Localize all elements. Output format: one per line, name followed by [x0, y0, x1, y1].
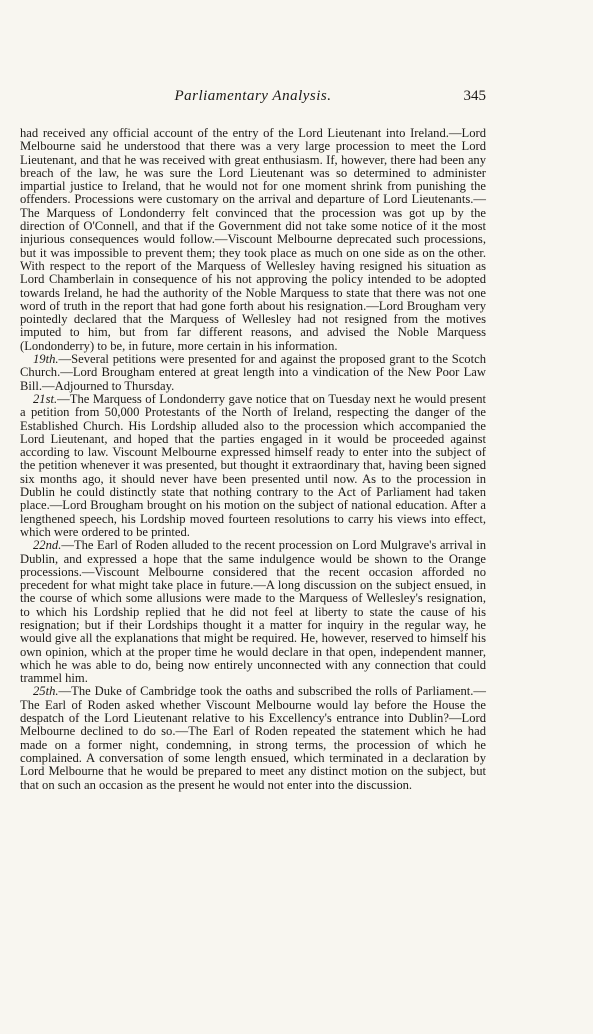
paragraph-25th [20, 685, 486, 791]
body-text [20, 127, 486, 792]
running-title: Parliamentary Analysis. [174, 88, 332, 104]
entry-date: 19th. [33, 352, 59, 367]
paragraph-text: had received any official account of the entry of the Lord Lieutenant into Ireland.—Lord Melbourne said he understood that there was a very large procession to meet the Lord Lieutenant, and that he was received with great enthusiasm. If, however, there had been any breach of the law, he was sure the Lord Lieutenant was so determined to administer impartial justice to Ireland, that he would not for one moment shrink from punishing the offenders. Processions were customary on the arrival and departure of Lord Lieutenants.—The Marquess of Londonderry felt convinced that the procession was got up by the direction of O'Connell, and that if the Government did not take some notice of it the most injurious consequences would follow.—Viscount Melbourne deprecated such processions, but it was impossible to prevent them; they took place as much on one side as on the other. With respect to the report of the Marquess of Wellesley having resigned his situation as Lord Chamberlain in consequence of his not approving the policy intended to be adopted towards Ireland, he had the authority of the Noble Marquess to state that there was not one word of truth in the report that had gone forth about his resignation.—Lord Brougham very pointedly declared that the Marquess of Wellesley had not resigned from the motives imputed to him, but from far different reasons, and advised the Noble Marquess (Londonderry) to be, in future, more certain in his information. [20, 126, 486, 353]
paragraph-text: —Several petitions were presented for and against the proposed grant to the Scotch Church.—Lord Brougham entered at great length into a vindication of the New Poor Law Bill.—Adjourned to Thursday. [20, 352, 486, 393]
paragraph-text: —The Marquess of Londonderry gave notice that on Tuesday next he would present a petition from 50,000 Protestants of the North of Ireland, respecting the danger of the Established Church. His Lordship alluded also to the procession which accompanied the Lord Lieutenant, and hoped that the parties engaged in it would be proceeded against according to law. Viscount Melbourne expressed himself ready to enter into the subject of the petition whenever it was presented, but thought it extraordinary that, having been signed six months ago, it should never have been presented until now. As to the procession in Dublin he could distinctly state that nothing contrary to the Act of Parliament had taken place.—Lord Brougham brought on his motion on the subject of national education. After a lengthened speech, his Lordship moved fourteen resolutions to carry his views into effect, which were ordered to be printed. [20, 391, 486, 539]
paragraph-19th [20, 353, 486, 393]
paragraph-text: —The Earl of Roden alluded to the recent procession on Lord Mulgrave's arrival in Dublin, and expressed a hope that the same indulgence would be shown to the Orange processions.—Viscount Melbourne considered that the recent occasion afforded no precedent for what might take place in future.—A long discussion on the subject ensued, in the course of which some allusions were made to the Marquess of Wellesley's resignation, to which his Lordship replied that he did not feel at liberty to state the cause of his resignation; but if their Lordships thought it a matter for inquiry in the regular way, he would give all the explanations that might be required. He, however, reserved to himself his own opinion, which at the proper time he would declare in that open, independent manner, which he was able to do, being now entirely unconnected with any connection that could trammel him. [20, 538, 486, 686]
paragraph-22nd [20, 539, 486, 685]
paragraph-21st [20, 393, 486, 539]
page-header [20, 88, 486, 108]
page-number: 345 [463, 88, 486, 104]
entry-date: 22nd. [33, 538, 62, 553]
entry-date: 25th. [33, 684, 59, 699]
paragraph-continuation [20, 127, 486, 353]
paragraph-text: —The Duke of Cambridge took the oaths and subscribed the rolls of Parliament.—The Earl of Roden asked whether Viscount Melbourne would lay before the House the despatch of the Lord Lieutenant relative to his Excellency's entrance into Dublin?—Lord Melbourne declined to do so.—The Earl of Roden repeated the statement which he had made on a former night, condemning, in strong terms, the procession of which he complained. A conversation of some length ensued, which terminated in a declaration by Lord Melbourne that he would be prepared to meet any distinct motion on the subject, but that on such an occasion as the present he would not enter into the discussion. [20, 684, 486, 792]
entry-date: 21st. [33, 391, 58, 406]
